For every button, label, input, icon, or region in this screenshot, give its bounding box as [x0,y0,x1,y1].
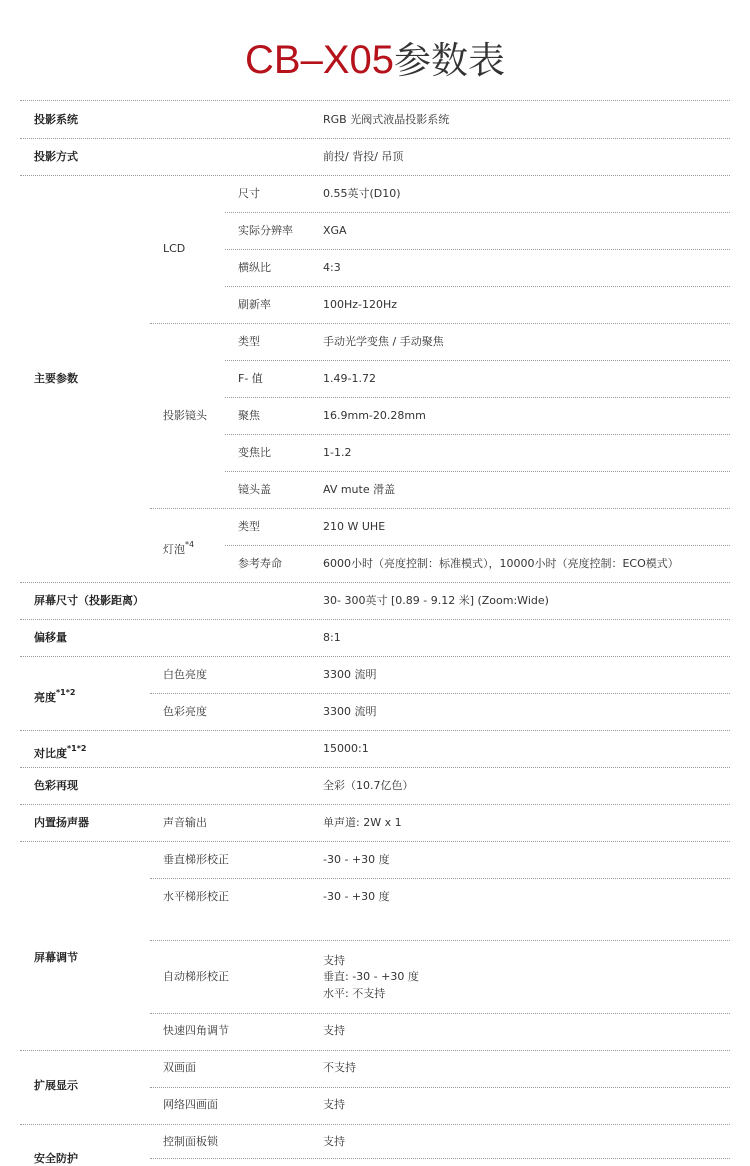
divider [225,286,730,287]
divider [150,508,730,509]
lamp-label [163,538,194,557]
lens-zoom-value: 1-1.2 [323,446,352,459]
lcd-resolution-label: 实际分辨率 [238,224,293,237]
divider [20,1050,730,1051]
divider [225,545,730,546]
divider [20,841,730,842]
auto-keystone-label: 自动梯形校正 [163,970,229,983]
projection-system-label: 投影系统 [34,113,78,126]
lens-type-label: 类型 [238,335,260,348]
divider [150,878,730,879]
auto-keystone-value-1: 支持 [323,954,345,967]
horizontal-keystone-label: 水平梯形校正 [163,890,229,903]
divider [20,730,730,731]
white-brightness-value: 3300 流明 [323,668,377,681]
divider [225,434,730,435]
contrast-label [34,742,87,761]
auto-keystone-value-2: 垂直: -30 - +30 度 [323,970,419,983]
main-params-label: 主要参数 [34,372,78,385]
divider [150,1158,730,1159]
divider [150,1087,730,1088]
divider [225,471,730,472]
color-repro-label: 色彩再现 [34,779,78,792]
lcd-size-label: 尺寸 [238,187,260,200]
lens-focal-value: 16.9mm-20.28mm [323,409,426,422]
color-brightness-label: 色彩亮度 [163,705,207,718]
page-title [0,32,750,89]
screen-size-label: 屏幕尺寸（投影距离） [34,594,144,607]
lamp-life-value: 6000小时（亮度控制：标准模式），10000小时（亮度控制：ECO模式） [323,557,679,570]
lcd-refresh-label: 刷新率 [238,298,271,311]
speaker-value: 单声道: 2W x 1 [323,816,402,829]
offset-label: 偏移量 [34,631,67,644]
lamp-type-value: 210 W UHE [323,520,386,533]
divider [20,100,730,101]
quick-corner-value: 支持 [323,1024,345,1037]
divider [20,619,730,620]
extended-display-label: 扩展显示 [34,1079,78,1092]
divider [150,323,730,324]
screen-adjust-label: 屏幕调节 [34,951,78,964]
brightness-label [34,686,76,705]
lamp-life-label: 参考寿命 [238,557,282,570]
divider [225,397,730,398]
lamp-footnote: *4 [185,540,195,549]
horizontal-keystone-value: -30 - +30 度 [323,890,390,903]
divider [225,249,730,250]
contrast-footnote: *1*2 [67,744,87,753]
lens-label: 投影镜头 [163,409,207,422]
vertical-keystone-value: -30 - +30 度 [323,853,390,866]
lcd-size-value: 0.55英寸(D10) [323,187,401,200]
divider [20,656,730,657]
lcd-refresh-value: 100Hz-120Hz [323,298,398,311]
panel-lock-label: 控制面板锁 [163,1135,218,1148]
lens-fnum-value: 1.49-1.72 [323,372,376,385]
color-brightness-value: 3300 流明 [323,705,377,718]
brightness-label-text: 亮度 [34,691,56,704]
lens-cover-label: 镜头盖 [238,483,271,496]
panel-lock-value: 支持 [323,1135,345,1148]
network-quad-value: 支持 [323,1098,345,1111]
auto-keystone-value-3: 水平: 不支持 [323,987,386,1000]
lamp-label-text: 灯泡 [163,543,185,556]
quick-corner-label: 快速四角调节 [163,1024,229,1037]
lcd-aspect-label: 横纵比 [238,261,271,274]
lens-cover-value: AV mute 滑盖 [323,483,396,496]
security-label: 安全防护 [34,1152,78,1165]
speaker-sub-label: 声音输出 [163,816,207,829]
divider [20,767,730,768]
divider [20,804,730,805]
title-suffix: 参数表 [393,39,505,82]
color-repro-value: 全彩（10.7亿色） [323,779,414,792]
dual-screen-value: 不支持 [323,1061,356,1074]
lens-type-value: 手动光学变焦 / 手动聚焦 [323,335,444,348]
model-name: CB–X05 [245,38,394,82]
divider [20,582,730,583]
lens-fnum-label: F- 值 [238,372,263,385]
white-brightness-label: 白色亮度 [163,668,207,681]
dual-screen-label: 双画面 [163,1061,196,1074]
divider [150,1013,730,1014]
divider [225,212,730,213]
lcd-resolution-value: XGA [323,224,347,237]
projection-method-label: 投影方式 [34,150,78,163]
screen-size-value: 30- 300英寸 [0.89 - 9.12 米] (Zoom:Wide) [323,594,549,607]
vertical-keystone-label: 垂直梯形校正 [163,853,229,866]
divider [150,940,730,941]
divider [225,360,730,361]
projection-method-value: 前投/ 背投/ 吊顶 [323,150,404,163]
contrast-label-text: 对比度 [34,747,67,760]
speaker-label: 内置扬声器 [34,816,89,829]
lcd-label: LCD [163,242,186,255]
projection-system-value: RGB 光阀式液晶投影系统 [323,113,450,126]
contrast-value: 15000:1 [323,742,369,755]
brightness-footnote: *1*2 [56,688,76,697]
offset-value: 8:1 [323,631,341,644]
divider [20,1124,730,1125]
lamp-type-label: 类型 [238,520,260,533]
network-quad-label: 网络四画面 [163,1098,218,1111]
lens-focal-label: 聚焦 [238,409,260,422]
divider [150,693,730,694]
divider [20,175,730,176]
divider [20,138,730,139]
lens-zoom-label: 变焦比 [238,446,271,459]
lcd-aspect-value: 4:3 [323,261,341,274]
